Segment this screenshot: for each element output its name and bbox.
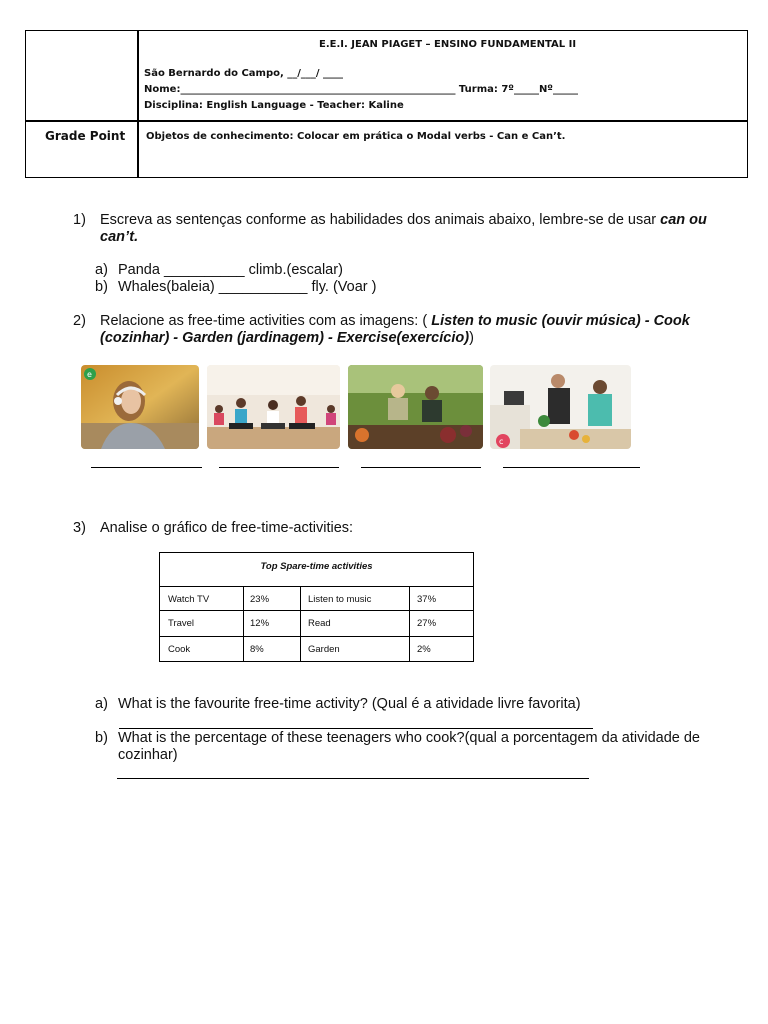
objectives-line: Objetos de conhecimento: Colocar em prática o Modal verbs - Can e Can’t. [146, 131, 566, 142]
image-girl-listening-music [81, 365, 199, 449]
q1-item-a-letter: a) [95, 262, 108, 278]
svg-text:c: c [499, 437, 504, 446]
table-cell: Travel [168, 618, 195, 629]
q3-prompt: Analise o gráfico de free-time-activities: [100, 520, 354, 536]
table-cell: 2% [417, 644, 431, 655]
q3-item-a-letter: a) [95, 696, 108, 712]
city-date-field: São Bernardo do Campo, __/___/ ____ [144, 68, 344, 79]
table-cell: 12% [250, 618, 270, 629]
q1-prompt: Escreva as sentenças conforme as habilidades dos animais abaixo, lembre-se de usar can ou [100, 212, 707, 228]
q2-prompt-cont: (cozinhar) - Garden (jardinagem) - Exercise(exercício)) [100, 330, 474, 346]
svg-text:e: e [87, 370, 92, 379]
q2-prompt: Relacione as free-time activities com as imagens: ( Listen to music (ouvir música) - Cook [100, 313, 690, 329]
table-cell: 27% [417, 618, 437, 629]
q3-answer-line-b[interactable] [117, 778, 589, 779]
activities-table [159, 552, 474, 662]
table-rule [160, 636, 473, 637]
q2-emphasis: Listen to music (ouvir música) - Cook [431, 313, 690, 329]
header-divider-horizontal [26, 120, 747, 122]
answer-blank-2[interactable] [219, 467, 339, 468]
table-cell: Cook [168, 644, 191, 655]
q2-number: 2) [73, 313, 86, 329]
table-cell: Garden [308, 644, 340, 655]
q3-item-b-cont: cozinhar) [118, 747, 178, 763]
answer-blank-1[interactable] [91, 467, 202, 468]
q3-item-b-letter: b) [95, 730, 108, 746]
table-cell: 23% [250, 594, 270, 605]
table-cell: Read [308, 618, 331, 629]
image-people-exercising [207, 365, 340, 449]
grade-point-label: Grade Point [45, 129, 126, 143]
q1-emphasis: can ou [660, 212, 707, 228]
image-people-gardening [348, 365, 483, 449]
table-cell: 37% [417, 594, 437, 605]
q1-item-a: Panda __________ climb.(escalar) [118, 262, 343, 278]
header-divider-vertical [137, 31, 139, 177]
q1-number: 1) [73, 212, 86, 228]
table-rule [160, 586, 473, 587]
q3-item-a: What is the favourite free-time activity? (Qual é a atividade livre favorita) [118, 696, 581, 712]
answer-blank-4[interactable] [503, 467, 640, 468]
table-cell: Listen to music [308, 594, 372, 605]
school-title: E.E.I. JEAN PIAGET – ENSINO FUNDAMENTAL II [319, 39, 577, 50]
q3-answer-line-a[interactable] [119, 728, 593, 729]
image-man-and-boy-cooking [490, 365, 631, 449]
table-rule [409, 586, 410, 661]
q3-number: 3) [73, 520, 86, 536]
table-title: Top Spare-time activities [260, 561, 373, 572]
table-rule [243, 586, 244, 661]
q1-prompt-cont: can’t. [100, 229, 139, 245]
table-rule [160, 610, 473, 611]
table-rule [300, 586, 301, 661]
answer-blank-3[interactable] [361, 467, 481, 468]
table-cell: 8% [250, 644, 264, 655]
table-cell: Watch TV [168, 594, 210, 605]
q1-item-b-letter: b) [95, 279, 108, 295]
q3-item-b: What is the percentage of these teenagers who cook?(qual a porcentagem da atividade de [118, 730, 700, 746]
q1-item-b: Whales(baleia) ___________ fly. (Voar ) [118, 279, 377, 295]
name-field: Nome:_______________________________________________________ Turma: 7º_____Nº_____ [144, 84, 578, 95]
discipline-line: Disciplina: English Language - Teacher: Kaline [144, 100, 404, 111]
